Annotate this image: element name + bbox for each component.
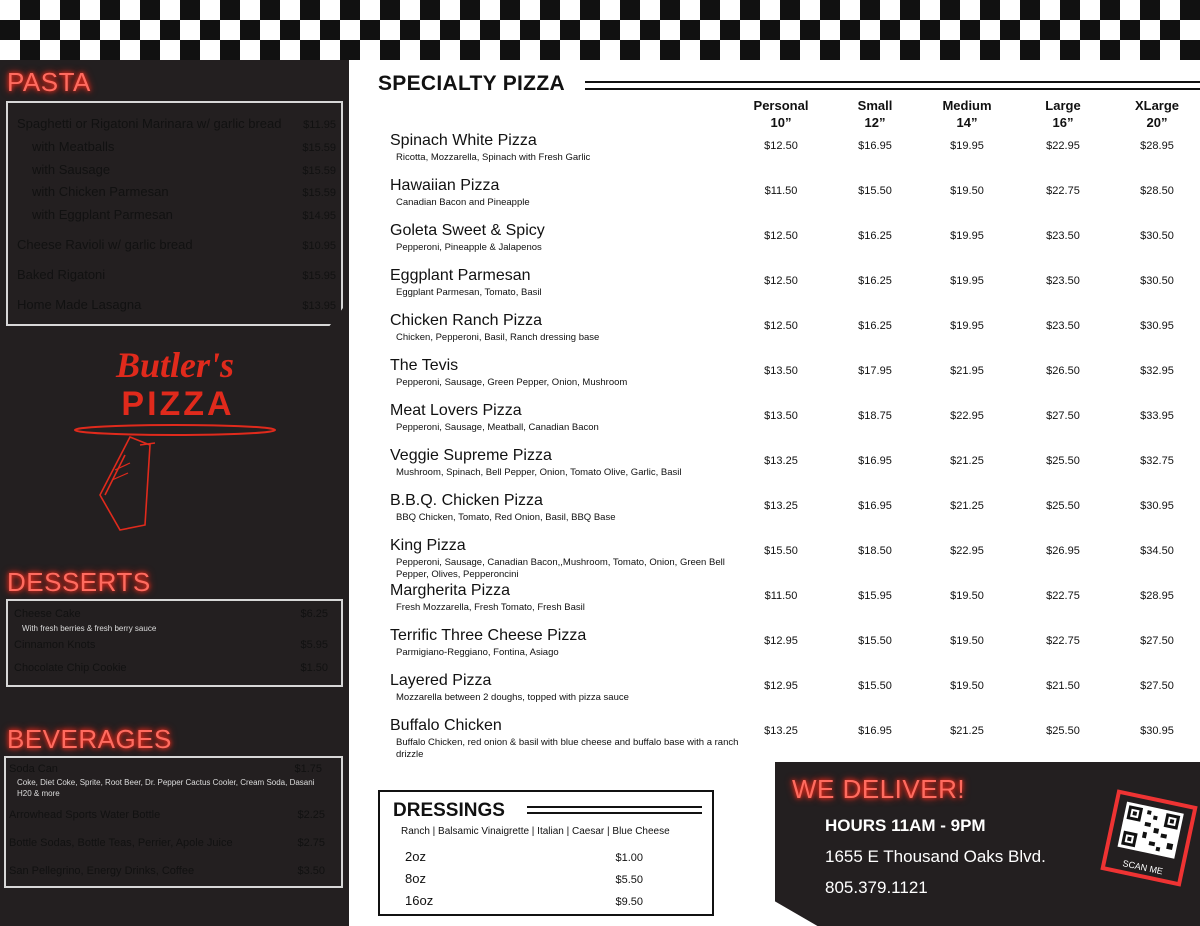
pizza-price: $27.50 <box>1140 680 1174 692</box>
pizza-price: $25.50 <box>1046 455 1080 467</box>
pizza-desc: Pepperoni, Sausage, Canadian Bacon,,Mushroom, Tomato, Onion, Green Bell Pepper, Olives, Pepperoncini <box>396 557 725 580</box>
list-item: Bottle Sodas, Bottle Teas, Perrier, Apole Juice $2.75 <box>9 837 325 849</box>
pizza-price: $27.50 <box>1140 635 1174 647</box>
pizza-price: $18.75 <box>858 410 892 422</box>
pizza-price: $30.95 <box>1140 725 1174 737</box>
pizza-price: $15.95 <box>858 590 892 602</box>
qr-icon <box>1108 794 1192 866</box>
size-header: Large 16” <box>1045 98 1081 130</box>
pizza-desc: Fresh Mozzarella, Fresh Tomato, Fresh Basil <box>396 602 585 613</box>
butlers-pizza-logo <box>70 345 280 535</box>
pizza-name: Eggplant Parmesan <box>390 267 531 284</box>
pizza-price: $33.95 <box>1140 410 1174 422</box>
pizza-price: $12.95 <box>764 635 798 647</box>
pizza-price: $25.50 <box>1046 725 1080 737</box>
list-item: Arrowhead Sports Water Bottle $2.25 <box>9 809 325 821</box>
pizza-name: Layered Pizza <box>390 672 492 689</box>
list-item: with Sausage $15.59 <box>32 162 336 177</box>
list-item: Spaghetti or Rigatoni Marinara w/ garlic bread $11.95 <box>17 116 336 131</box>
pizza-price: $19.95 <box>950 320 984 332</box>
pizza-desc: Pepperoni, Sausage, Meatball, Canadian Bacon <box>396 422 599 433</box>
pizza-desc: Ricotta, Mozzarella, Spinach with Fresh Garlic <box>396 152 591 163</box>
item-desc: With fresh berries & fresh berry sauce <box>22 624 157 633</box>
beverages-title: BEVERAGES <box>7 724 172 754</box>
pizza-desc: Canadian Bacon and Pineapple <box>396 197 530 208</box>
pizza-price: $19.50 <box>950 635 984 647</box>
list-item: with Eggplant Parmesan $14.95 <box>32 207 336 222</box>
dressings-title: DRESSINGS <box>393 800 505 821</box>
hours: HOURS 11AM - 9PM <box>825 816 986 835</box>
pizza-price: $12.50 <box>764 140 798 152</box>
pizza-desc: Eggplant Parmesan, Tomato, Basil <box>396 287 542 298</box>
size-header: Small 12” <box>857 98 893 130</box>
pizza-price: $22.75 <box>1046 590 1080 602</box>
list-item: 16oz $9.50 <box>405 893 643 908</box>
desserts-title: DESSERTS <box>7 567 151 597</box>
pizza-price: $16.95 <box>858 500 892 512</box>
list-item: Cheese Ravioli w/ garlic bread $10.95 <box>17 237 336 252</box>
pizza-desc: Pepperoni, Pineapple & Jalapenos <box>396 242 542 253</box>
address: 1655 E Thousand Oaks Blvd. <box>825 847 1046 866</box>
pizza-price: $15.50 <box>858 680 892 692</box>
pizza-desc: Mozzarella between 2 doughs, topped with pizza sauce <box>396 692 629 703</box>
pizza-price: $26.95 <box>1046 545 1080 557</box>
pizza-price: $18.50 <box>858 545 892 557</box>
pizza-price: $32.95 <box>1140 365 1174 377</box>
pizza-price: $30.95 <box>1140 500 1174 512</box>
scan-me-label: SCAN ME <box>1121 858 1164 877</box>
pizza-price: $34.50 <box>1140 545 1174 557</box>
pizza-price: $16.25 <box>858 320 892 332</box>
dressing-types: Ranch | Balsamic Vinaigrette | Italian | Caesar | Blue Cheese <box>401 826 670 837</box>
pizza-desc: Parmigiano-Reggiano, Fontina, Asiago <box>396 647 559 658</box>
list-item: with Chicken Parmesan $15.59 <box>32 184 336 199</box>
pizza-price: $12.50 <box>764 275 798 287</box>
pizza-price: $19.50 <box>950 185 984 197</box>
pizza-name: Chicken Ranch Pizza <box>390 312 543 329</box>
pizza-name: Hawaiian Pizza <box>390 177 500 194</box>
title-rule <box>527 812 702 814</box>
pizza-price: $21.95 <box>950 365 984 377</box>
list-item: with Meatballs $15.59 <box>32 139 336 154</box>
pizza-price: $22.75 <box>1046 635 1080 647</box>
pizza-desc: Mushroom, Spinach, Bell Pepper, Onion, Tomato Olive, Garlic, Basil <box>396 467 682 478</box>
qr-code[interactable] <box>1100 789 1197 886</box>
list-item: Cheese Cake $6.25 <box>14 608 328 620</box>
pizza-desc: Buffalo Chicken, red onion & basil with blue cheese and buffalo base with a ranch drizzle <box>396 737 739 760</box>
pizza-price: $16.95 <box>858 140 892 152</box>
pizza-price: $12.50 <box>764 320 798 332</box>
pizza-price: $12.95 <box>764 680 798 692</box>
pizza-name: Buffalo Chicken <box>390 717 502 734</box>
list-item: Home Made Lasagna $13.95 <box>17 297 336 312</box>
pizza-price: $32.75 <box>1140 455 1174 467</box>
pizza-name: King Pizza <box>390 537 466 554</box>
pizza-price: $23.50 <box>1046 320 1080 332</box>
pizza-price: $15.50 <box>858 635 892 647</box>
pizza-price: $16.95 <box>858 725 892 737</box>
pizza-price: $30.50 <box>1140 230 1174 242</box>
pizza-name: Veggie Supreme Pizza <box>390 447 552 464</box>
pizza-price: $13.50 <box>764 365 798 377</box>
list-item: Baked Rigatoni $15.95 <box>17 267 336 282</box>
list-item: 2oz $1.00 <box>405 849 643 864</box>
size-header: Personal 10” <box>753 98 809 130</box>
title-rule <box>527 806 702 808</box>
pizza-price: $17.95 <box>858 365 892 377</box>
pizza-name: Goleta Sweet & Spicy <box>390 222 545 239</box>
pizza-price: $28.95 <box>1140 140 1174 152</box>
pizza-name: The Tevis <box>390 357 459 374</box>
pasta-title: PASTA <box>7 67 91 97</box>
pizza-price: $25.50 <box>1046 500 1080 512</box>
pizza-price: $11.50 <box>764 185 798 197</box>
pizza-price: $22.75 <box>1046 185 1080 197</box>
specialty-title: SPECIALTY PIZZA <box>378 72 565 95</box>
item-desc: Coke, Diet Coke, Sprite, Root Beer, Dr. Pepper Cactus Cooler, Cream Soda, Dasani H20 & more <box>17 778 315 798</box>
list-item: Cinnamon Knots $5.95 <box>14 639 328 651</box>
pizza-price: $19.50 <box>950 590 984 602</box>
size-header: XLarge 20” <box>1134 98 1180 130</box>
pizza-price: $15.50 <box>764 545 798 557</box>
logo-script: Butler's <box>115 345 235 385</box>
pizza-price: $22.95 <box>950 410 984 422</box>
pizza-price: $23.50 <box>1046 275 1080 287</box>
pizza-price: $19.95 <box>950 230 984 242</box>
pizza-price: $16.95 <box>858 455 892 467</box>
pizza-price: $22.95 <box>1046 140 1080 152</box>
pizza-name: Spinach White Pizza <box>390 132 537 149</box>
pizza-desc: Chicken, Pepperoni, Basil, Ranch dressing base <box>396 332 600 343</box>
pizza-price: $13.25 <box>764 500 798 512</box>
delivery-title: WE DELIVER! <box>792 774 966 804</box>
title-rule <box>585 88 1200 90</box>
list-item: Chocolate Chip Cookie $1.50 <box>14 662 328 674</box>
pizza-price: $26.50 <box>1046 365 1080 377</box>
pizza-price: $13.25 <box>764 455 798 467</box>
list-item: Soda Can $1.75 <box>9 763 322 775</box>
pizza-price: $12.50 <box>764 230 798 242</box>
size-header: Medium 14” <box>942 98 992 130</box>
checkered-banner <box>0 0 1200 60</box>
pizza-price: $19.50 <box>950 680 984 692</box>
pizza-price: $15.50 <box>858 185 892 197</box>
pizza-price: $13.50 <box>764 410 798 422</box>
pizza-name: B.B.Q. Chicken Pizza <box>390 492 543 509</box>
pizza-price: $21.25 <box>950 500 984 512</box>
pizza-price: $11.50 <box>764 590 798 602</box>
title-rule <box>585 81 1200 83</box>
pizza-desc: Pepperoni, Sausage, Green Pepper, Onion, Mushroom <box>396 377 628 388</box>
pizza-price: $19.95 <box>950 275 984 287</box>
list-item: 8oz $5.50 <box>405 871 643 886</box>
pizza-price: $28.95 <box>1140 590 1174 602</box>
pizza-price: $23.50 <box>1046 230 1080 242</box>
pizza-price: $21.25 <box>950 725 984 737</box>
pizza-price: $16.25 <box>858 275 892 287</box>
pizza-name: Terrific Three Cheese Pizza <box>390 627 587 644</box>
pizza-name: Margherita Pizza <box>390 582 511 599</box>
list-item: San Pellegrino, Energy Drinks, Coffee $3.50 <box>9 865 325 877</box>
pizza-price: $16.25 <box>858 230 892 242</box>
pizza-price: $21.25 <box>950 455 984 467</box>
pizza-desc: BBQ Chicken, Tomato, Red Onion, Basil, BBQ Base <box>396 512 616 523</box>
logo-word: PIZZA <box>121 385 235 423</box>
pizza-price: $30.50 <box>1140 275 1174 287</box>
pizza-price: $13.25 <box>764 725 798 737</box>
pizza-price: $22.95 <box>950 545 984 557</box>
pizza-name: Meat Lovers Pizza <box>390 402 522 419</box>
pizza-price: $21.50 <box>1046 680 1080 692</box>
phone[interactable]: 805.379.1121 <box>825 878 928 897</box>
pizza-price: $27.50 <box>1046 410 1080 422</box>
pizza-price: $30.95 <box>1140 320 1174 332</box>
pizza-price: $28.50 <box>1140 185 1174 197</box>
pizza-price: $19.95 <box>950 140 984 152</box>
